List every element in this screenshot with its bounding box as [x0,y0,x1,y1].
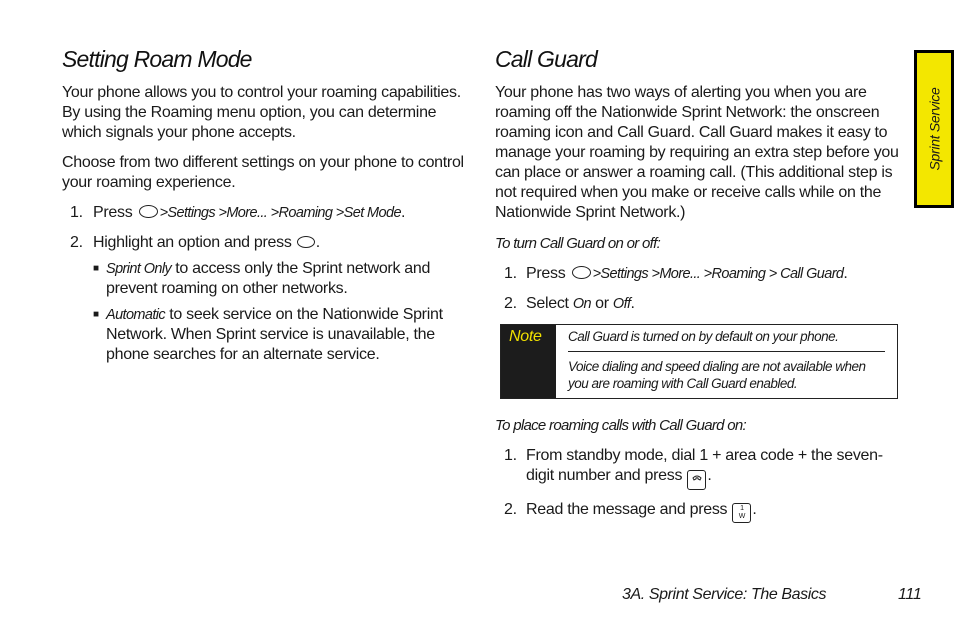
left-column [62,44,474,375]
option-off: Off [612,296,631,312]
step-text: Highlight an option and press [93,234,292,251]
section-title-call-guard: Call Guard [495,46,597,72]
step-item [495,500,903,523]
option-item [93,259,474,299]
punctuation: . [400,204,406,221]
step-number: 1. [504,265,517,282]
steps-list [62,203,474,365]
section-title-roam-mode: Setting Roam Mode [62,46,252,72]
chapter-tab-label: Sprint Service [926,87,943,171]
menu-path: >Settings >More... >Roaming > Call Guard [592,266,844,282]
step-item [495,446,903,490]
note-line: Call Guard is turned on by default on your phone. [568,328,885,352]
paragraph: Choose from two different settings on your phone to control your roaming experience. [62,154,464,191]
note-line: Voice dialing and speed dialing are not available when you are roaming with Call Guard enabled. [568,359,866,391]
note-label: Note [501,325,556,398]
chapter-tab [914,50,954,208]
key-label: W [738,513,746,520]
note-box [500,324,898,399]
option-text: to seek service on the Nationwide Sprint Network. When Sprint service is unavailable, the phone searches for an alternate service. [106,306,443,363]
subheading: To turn Call Guard on or off: [495,235,661,252]
menu-path: >Settings >More... >Roaming >Set Mode [159,205,401,221]
subheading: To place roaming calls with Call Guard on: [495,417,747,434]
steps-list [495,446,903,523]
step-number: 2. [504,501,517,518]
option-on: On [572,296,591,312]
note-body [556,325,897,398]
step-number: 1. [504,447,517,464]
paragraph: Your phone has two ways of alerting you when you are roaming off the Nationwide Sprint Network: the onscreen roaming icon and Call Guard. Call Guard makes it easy to manage your roaming by requiring an extra step before you can place or answer a roaming call. (This additional step is not required when you make or receive calls while on the Nationwide Sprint Network.) [495,84,899,221]
key-1-icon [732,503,751,523]
step-item [495,294,903,314]
step-item [495,264,903,284]
key-label: 1 [740,505,744,512]
menu-key-icon [139,205,158,218]
options-list [93,259,474,365]
punctuation: . [707,467,712,484]
step-text: Press [93,204,133,221]
footer-section: 3A. Sprint Service: The Basics [622,586,827,603]
step-text: Select [526,295,573,312]
step-text: Read the message and press [526,501,728,518]
bullet-icon: ■ [93,309,99,320]
step-text: From standby mode, dial 1 + area code + the seven-digit number and press [526,447,883,484]
step-number: 1. [70,204,83,221]
punctuation: . [843,265,848,282]
menu-key-icon [572,266,591,279]
talk-key-icon [687,470,706,490]
step-number: 2. [504,295,517,312]
option-term: Sprint Only [106,261,172,277]
bullet-icon: ■ [93,263,99,274]
option-text: to access only the Sprint network and prevent roaming on other networks. [106,260,431,297]
paragraph: Your phone allows you to control your roaming capabilities. By using the Roaming menu option, you can determine which signals your phone accepts. [62,84,461,141]
steps-list [495,264,903,314]
chapter-tab-fill [917,53,951,205]
step-text: or [590,295,613,312]
step-number: 2. [70,234,83,251]
option-term: Automatic [106,307,166,323]
punctuation: . [315,234,320,251]
menu-key-icon [297,236,315,248]
step-item [62,203,474,223]
page-number: 111 [898,586,922,603]
punctuation: . [752,501,757,518]
step-text: Press [526,265,566,282]
step-item [62,233,474,365]
punctuation: . [630,295,635,312]
right-column [495,44,903,533]
option-item [93,305,474,365]
